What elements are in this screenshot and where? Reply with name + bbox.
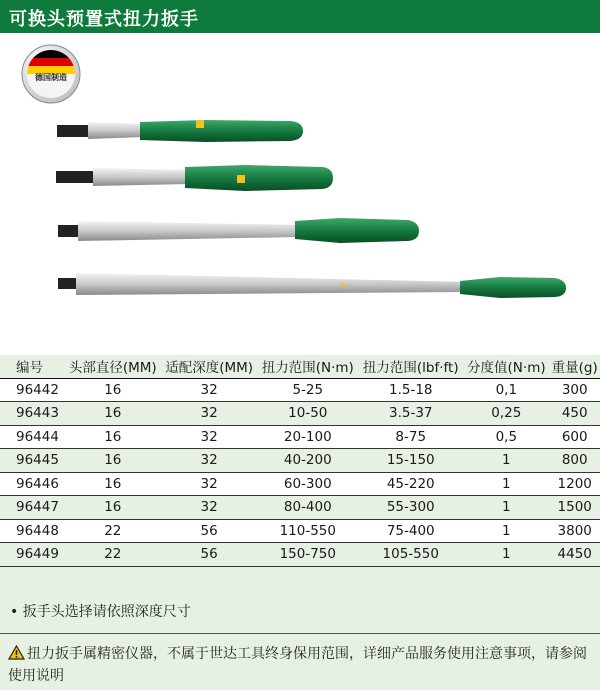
cell: 96445: [16, 452, 59, 469]
cell: 15-150: [386, 452, 435, 469]
warning-icon: [8, 645, 25, 660]
cell: 1.5-18: [388, 381, 433, 398]
table-row: [0, 449, 600, 473]
cell: 96443: [16, 405, 59, 422]
cell: 300: [561, 381, 588, 398]
cell: 32: [200, 405, 218, 422]
cell: 32: [200, 381, 218, 398]
cell: 1: [502, 522, 511, 539]
cell: 1500: [557, 499, 592, 516]
warning-note: [8, 643, 590, 687]
col-header-torque-nm: 扭力范围(N·m): [261, 360, 354, 377]
cell: 96446: [16, 475, 59, 492]
cell: 4450: [557, 546, 592, 563]
cell: 75-400: [386, 522, 435, 539]
cell: 56: [200, 522, 218, 539]
col-header-division: 分度值(N·m): [467, 360, 546, 377]
table-row: [0, 425, 600, 449]
cell: 40-200: [283, 452, 332, 469]
badge-label: 德国制造: [35, 73, 67, 82]
cell: 22: [104, 546, 122, 563]
cell: 45-220: [386, 475, 435, 492]
cell: 16: [104, 475, 122, 492]
cell: 1: [502, 452, 511, 469]
table-row: [0, 519, 600, 543]
cell: 32: [200, 428, 218, 445]
table-row: [0, 378, 600, 402]
cell: 5-25: [292, 381, 324, 398]
table-row: [0, 543, 600, 567]
wrench-96444: [58, 218, 419, 243]
col-header-head-diameter: 头部直径(MM): [68, 360, 157, 377]
cell: 1: [502, 475, 511, 492]
cell: 1200: [557, 475, 592, 492]
cell: 3800: [557, 522, 592, 539]
col-header-depth: 适配深度(MM): [165, 360, 254, 377]
table-row: [0, 496, 600, 520]
cell: 16: [104, 381, 122, 398]
cell: 55-300: [386, 499, 435, 516]
cell: 16: [104, 499, 122, 516]
cell: 32: [200, 475, 218, 492]
cell: 105-550: [382, 546, 439, 563]
cell: 80-400: [283, 499, 332, 516]
cell: 96447: [16, 499, 59, 516]
cell: 1: [502, 499, 511, 516]
cell: 150-750: [279, 546, 336, 563]
table-row: [0, 472, 600, 496]
wrench-96445: [58, 273, 566, 298]
cell: 1: [502, 546, 511, 563]
cell: 96448: [16, 522, 59, 539]
table-header-row: [0, 355, 600, 378]
page-title: 可换头预置式扭力扳手: [9, 9, 199, 30]
cell: 32: [200, 452, 218, 469]
cell: 0,25: [491, 405, 522, 422]
cell: 20-100: [283, 428, 332, 445]
cell: 96444: [16, 428, 59, 445]
col-header-weight: 重量(g): [551, 360, 598, 377]
divider: [0, 633, 600, 634]
cell: 96449: [16, 546, 59, 563]
wrench-96443: [56, 165, 333, 191]
cell: 110-550: [279, 522, 336, 539]
cell: 8-75: [395, 428, 427, 445]
cell: 60-300: [283, 475, 332, 492]
cell: 96442: [16, 381, 59, 398]
col-header-torque-lbf: 扭力范围(lbf·ft): [362, 360, 459, 377]
cell: 16: [104, 405, 122, 422]
cell: 0,5: [495, 428, 518, 445]
cell: 10-50: [288, 405, 328, 422]
cell: 0,1: [495, 381, 518, 398]
table-row: [0, 402, 600, 426]
specs-table: [0, 355, 600, 567]
cell: 16: [104, 452, 122, 469]
cell: 32: [200, 499, 218, 516]
col-header-code: 编号: [16, 360, 43, 377]
warning-text: 扭力扳手属精密仪器，不属于世达工具终身保用范围，详细产品服务使用注意事项，请参阅使用说明: [8, 646, 587, 684]
cell: 800: [561, 452, 588, 469]
cell: 600: [561, 428, 588, 445]
cell: 450: [561, 405, 588, 422]
cell: 16: [104, 428, 122, 445]
wrench-96442: [57, 120, 303, 142]
cell: 3.5-37: [388, 405, 433, 422]
depth-note: • 扳手头选择请依照深度尺寸: [10, 604, 191, 620]
cell: 56: [200, 546, 218, 563]
cell: 22: [104, 522, 122, 539]
